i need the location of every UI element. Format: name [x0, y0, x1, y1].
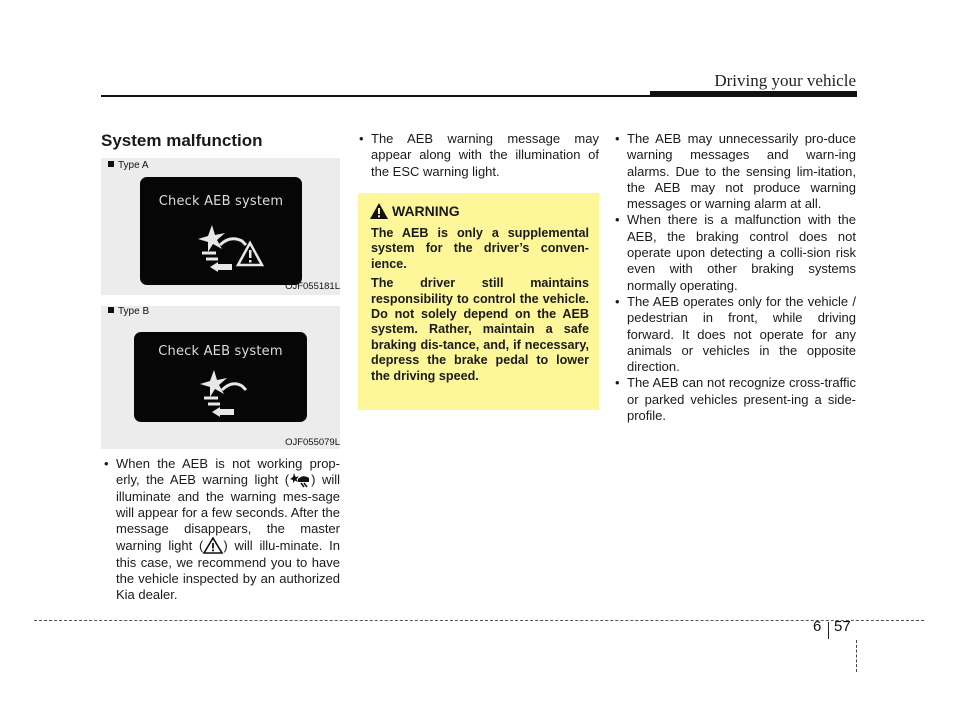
section-title: System malfunction: [101, 131, 263, 150]
list-item: • When there is a malfunction with the AEB, the braking control does not operate upon detecting a colli-sion risk even with other braking systems normally operating.: [612, 212, 856, 293]
figure-a-code: OJF055181L: [285, 281, 340, 292]
warning-body: [371, 226, 589, 388]
malfunction-list: [101, 456, 340, 604]
page-divider: [828, 622, 829, 639]
cluster-display-a: [140, 177, 302, 285]
list-item: • The AEB can not recognize cross-traffic or parked vehicles present-ing a side-profile.: [612, 375, 856, 424]
figure-type-a: [101, 158, 340, 295]
aeb-warning-icon: [289, 472, 311, 488]
chapter-number: 6: [813, 618, 822, 635]
list-item: • When the AEB is not working prop-erly, the AEB warning light ( ) will illuminate and the warning mes-sage will appear for a few seconds. After the message disappears, the master warning light ( ) will illu-minate. In this case, we recommend you to have the vehicle inspected by an authorized Kia dealer.: [101, 456, 340, 604]
figure-b-code: OJF055079L: [285, 437, 340, 448]
collision-warning-icon: [198, 225, 264, 273]
page-number: 57: [834, 618, 851, 635]
footer-rule: [34, 620, 924, 621]
warning-box: [358, 193, 599, 410]
limitations-list: [612, 131, 856, 424]
master-warning-triangle-icon: [203, 537, 223, 554]
warning-paragraph-1: The AEB is only a supplemental system for the driver’s conven-ience.: [371, 226, 589, 271]
cluster-display-b: [134, 332, 307, 422]
display-message-a: Check AEB system: [158, 194, 284, 209]
type-b-label: Type B: [108, 306, 149, 317]
page-vertical-dash: [856, 640, 857, 672]
list-item: • The AEB may unnecessarily pro-duce warning messages and warn-ing alarms. Due to the sensing lim-itation, the AEB may not produce warning messages or warning alarm at all.: [612, 131, 856, 212]
collision-warning-icon: [200, 370, 248, 418]
list-item: • The AEB warning message may appear along with the illumination of the ESC warning light.: [356, 131, 599, 180]
warning-heading: WARNING: [370, 203, 460, 219]
list-item: • The AEB operates only for the vehicle / pedestrian in front, while driving forward. It does not operate for any animals or vehicles in the opposite direction.: [612, 294, 856, 375]
display-message-b: Check AEB system: [158, 344, 283, 359]
running-header: Driving your vehicle: [714, 71, 856, 90]
esc-list: [356, 131, 599, 180]
header-tab-bar: [650, 91, 857, 97]
figure-type-b: [101, 306, 340, 449]
type-a-label: Type A: [108, 160, 149, 171]
warning-triangle-icon: [370, 203, 388, 219]
warning-paragraph-2: The driver still maintains responsibility to control the vehicle. Do not solely depend on the AEB system. Rather, maintain a safe braking dis-tance, and, if necessary, depress the brake pedal to lower the driving speed.: [371, 276, 589, 383]
